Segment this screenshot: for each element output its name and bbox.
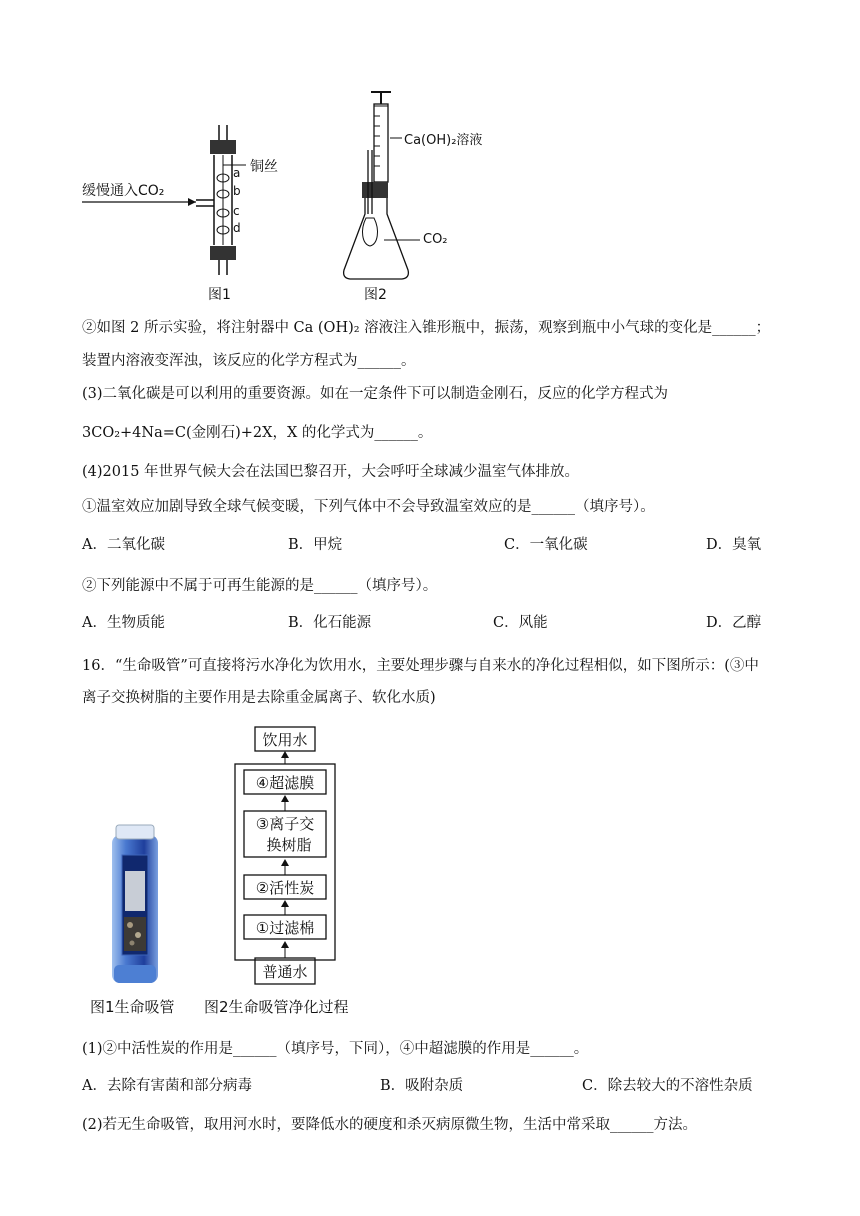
figure-1-ball-a: a [233,166,241,180]
figure-1-ball-d: d [233,221,241,235]
figure-1-apparatus [0,0,860,300]
q15-part2-line1: ②如图 2 所示实验，将注射器中 Ca (OH)₂ 溶液注入锥形瓶中，振荡，观察到瓶中小气球的变化是______； [82,320,771,336]
q15-q2-option-c: C．风能 [493,615,548,631]
q15-q2-option-d: D．乙醇 [706,615,762,631]
figure-2-gas-label: CO₂ [423,232,448,247]
q16-part1: (1)②中活性炭的作用是______（填序号，下同），④中超滤膜的作用是______。 [82,1041,589,1057]
figure-1-ball-b: b [233,184,241,198]
flow-step1-label: ①过滤棉 [255,919,315,937]
q16-option-c: C．除去较大的不溶性杂质 [582,1078,753,1094]
q16-option-b: B．吸附杂质 [380,1078,464,1094]
flow-top-label: 饮用水 [262,731,308,749]
q15-part4-question1: ①温室效应加剧导致全球气候变暖，下列气体中不会导致温室效应的是______（填序号）。 [82,499,655,515]
q15-part3-equation: 3CO₂+4Na=C(金刚石)+2X，X 的化学式为______。 [82,425,433,441]
q16-intro-line1: 16．“生命吸管”可直接将污水净化为饮用水，主要处理步骤与自来水的净化过程相似，如下图所示：(③中 [82,658,759,674]
flow-step2-label: ②活性炭 [255,879,315,897]
q15-q1-option-a: A．二氧化碳 [82,537,165,553]
figure-1-wire-label: 铜丝 [250,159,278,175]
purification-flowchart [230,722,430,992]
q15-part2-line2: 装置内溶液变浑浊，该反应的化学方程式为______。 [82,353,416,369]
flow-step3-label-line1: ③离子交 [255,815,315,833]
flow-bottom-label: 普通水 [262,963,308,981]
flow-step4-label: ④超滤膜 [255,774,315,792]
figure-1-ball-c: c [233,204,240,218]
q15-q1-option-c: C．一氧化碳 [504,537,588,553]
figure-1-caption: 图1 [208,287,231,303]
q16-figure2-caption: 图2生命吸管净化过程 [204,998,349,1016]
q15-q2-option-b: B．化石能源 [288,615,372,631]
q16-option-a: A．去除有害菌和部分病毒 [82,1078,252,1094]
q15-q2-option-a: A．生物质能 [82,615,165,631]
flow-step3-label-line2: 换树脂 [266,836,312,854]
q15-part4-line1: (4)2015 年世界气候大会在法国巴黎召开，大会呼吁全球减少温室气体排放。 [82,464,580,480]
q16-figure1-caption: 图1生命吸管 [90,998,175,1016]
q15-q1-option-d: D．臭氧 [706,537,762,553]
figure-1-inlet-label: 缓慢通入CO₂ [82,183,165,199]
figure-2-syringe-label: Ca(OH)₂溶液 [404,133,483,148]
life-straw-picture [110,825,170,985]
q15-q1-option-b: B．甲烷 [288,537,343,553]
figure-2-caption: 图2 [364,287,387,303]
q16-intro-line2: 离子交换树脂的主要作用是去除重金属离子、软化水质) [82,690,436,706]
q15-part4-question2: ②下列能源中不属于可再生能源的是______（填序号）。 [82,578,438,594]
q16-part2: (2)若无生命吸管，取用河水时，要降低水的硬度和杀灭病原微生物，生活中常采取______方法。 [82,1117,698,1133]
q15-part3-line1: (3)二氧化碳是可以利用的重要资源。如在一定条件下可以制造金刚石，反应的化学方程式为 [82,386,669,402]
